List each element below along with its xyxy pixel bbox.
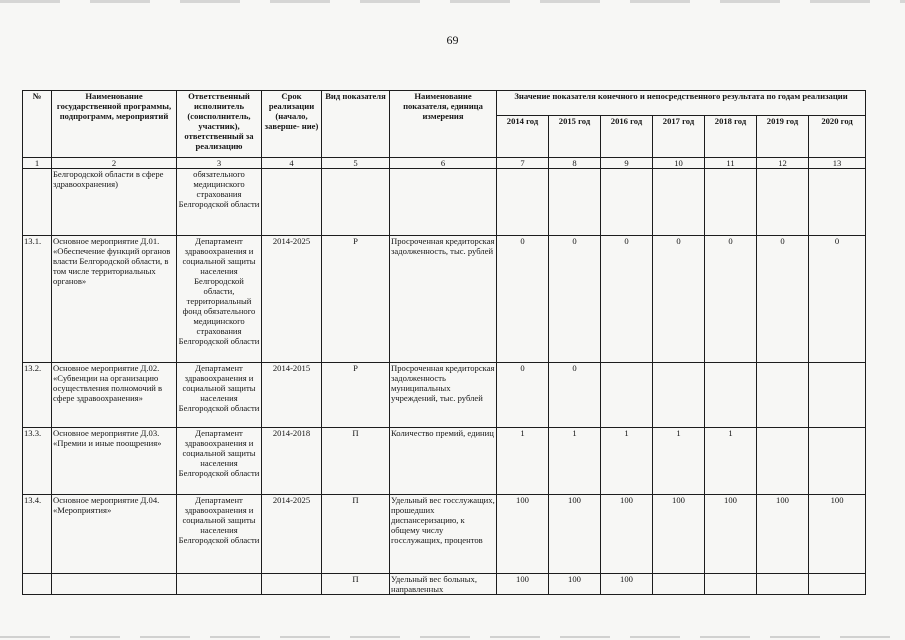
column-number: 3 <box>177 158 262 169</box>
year-value: 100 <box>653 495 705 574</box>
indicator-name: Просроченная кредиторская задолженность муниципальных учреждений, тыс. рублей <box>390 363 497 428</box>
implementation-period: 2014-2018 <box>262 428 322 495</box>
header-year: 2017 год <box>653 116 705 158</box>
column-number: 6 <box>390 158 497 169</box>
column-number: 13 <box>809 158 866 169</box>
year-value <box>757 363 809 428</box>
year-value: 0 <box>653 236 705 363</box>
year-value <box>809 428 866 495</box>
year-value: 0 <box>497 236 549 363</box>
year-value: 1 <box>653 428 705 495</box>
year-value: 100 <box>757 495 809 574</box>
indicator-type: Р <box>322 236 390 363</box>
header-year: 2014 год <box>497 116 549 158</box>
scan-top-edge <box>0 0 905 3</box>
column-number: 1 <box>23 158 52 169</box>
header-year: 2015 год <box>549 116 601 158</box>
column-number: 11 <box>705 158 757 169</box>
header-year: 2020 год <box>809 116 866 158</box>
activity-name: Основное мероприятие Д.04. «Мероприятия» <box>52 495 177 574</box>
year-value: 100 <box>809 495 866 574</box>
activity-name: Основное мероприятие Д.02. «Субвенции на организацию осуществления полномочий в сфере здравоохранения» <box>52 363 177 428</box>
header-indicator-name: Наименование показателя, единица измерения <box>390 91 497 158</box>
row-number <box>23 574 52 595</box>
year-value <box>809 574 866 595</box>
indicator-type: П <box>322 574 390 595</box>
row-number: 13.1. <box>23 236 52 363</box>
header-row-1 <box>23 91 866 116</box>
table-row <box>23 574 866 595</box>
year-value <box>601 363 653 428</box>
indicator-name <box>390 169 497 236</box>
column-number: 7 <box>497 158 549 169</box>
indicator-name: Количество премий, единиц <box>390 428 497 495</box>
table-row <box>23 363 866 428</box>
year-value: 100 <box>601 574 653 595</box>
implementation-period: 2014-2015 <box>262 363 322 428</box>
indicator-name: Удельный вес больных, направленных <box>390 574 497 595</box>
row-number: 13.2. <box>23 363 52 428</box>
year-value: 0 <box>601 236 653 363</box>
responsible-party: Департамент здравоохранения и социальной защиты населения Белгородской области, территориальный фонд обязательного медицинского страхования Белгородской области <box>177 236 262 363</box>
results-table <box>22 90 866 595</box>
activity-name: Основное мероприятие Д.03. «Премии и иные поощрения» <box>52 428 177 495</box>
year-value: 0 <box>705 236 757 363</box>
indicator-type: Р <box>322 363 390 428</box>
year-value <box>549 169 601 236</box>
year-value <box>809 169 866 236</box>
header-num: № <box>23 91 52 158</box>
header-responsible: Ответственный исполнитель (соисполнитель, участник), ответственный за реализацию <box>177 91 262 158</box>
implementation-period <box>262 169 322 236</box>
year-value: 0 <box>809 236 866 363</box>
year-value: 1 <box>705 428 757 495</box>
column-number: 10 <box>653 158 705 169</box>
column-number: 8 <box>549 158 601 169</box>
indicator-type: П <box>322 495 390 574</box>
row-number: 13.3. <box>23 428 52 495</box>
year-value <box>653 169 705 236</box>
year-value: 100 <box>497 495 549 574</box>
activity-name <box>52 574 177 595</box>
header-indicator-type: Вид показателя <box>322 91 390 158</box>
year-value <box>757 574 809 595</box>
activity-name: Белгородской области в сфере здравоохранения) <box>52 169 177 236</box>
year-value: 1 <box>601 428 653 495</box>
implementation-period: 2014-2025 <box>262 495 322 574</box>
table-row <box>23 495 866 574</box>
column-number: 12 <box>757 158 809 169</box>
year-value <box>809 363 866 428</box>
responsible-party: Департамент здравоохранения и социальной защиты населения Белгородской области <box>177 428 262 495</box>
implementation-period <box>262 574 322 595</box>
year-value: 100 <box>549 495 601 574</box>
year-value <box>757 169 809 236</box>
year-value <box>705 363 757 428</box>
year-value: 100 <box>705 495 757 574</box>
year-value: 0 <box>549 236 601 363</box>
table-row <box>23 169 866 236</box>
table-row <box>23 236 866 363</box>
indicator-name: Просроченная кредиторская задолженность, тыс. рублей <box>390 236 497 363</box>
implementation-period: 2014-2025 <box>262 236 322 363</box>
page-number: 69 <box>446 33 459 47</box>
year-value: 100 <box>549 574 601 595</box>
table-row <box>23 428 866 495</box>
year-value <box>601 169 653 236</box>
column-number: 9 <box>601 158 653 169</box>
responsible-party <box>177 574 262 595</box>
year-value: 0 <box>549 363 601 428</box>
year-value: 1 <box>549 428 601 495</box>
year-value: 100 <box>601 495 653 574</box>
column-number: 2 <box>52 158 177 169</box>
table-body <box>23 169 866 595</box>
year-value <box>757 428 809 495</box>
header-values-group: Значение показателя конечного и непосредственного результата по годам реализации <box>497 91 866 116</box>
header-year: 2018 год <box>705 116 757 158</box>
indicator-type: П <box>322 428 390 495</box>
year-value <box>653 363 705 428</box>
year-value: 0 <box>757 236 809 363</box>
header-period: Срок реализации (начало, заверше- ние) <box>262 91 322 158</box>
year-value <box>705 574 757 595</box>
header-name: Наименование государственной программы, подпрограмм, мероприятий <box>52 91 177 158</box>
header-year: 2016 год <box>601 116 653 158</box>
activity-name: Основное мероприятие Д.01. «Обеспечение функций органов власти Белгородской области, в том числе территориальных органов» <box>52 236 177 363</box>
scan-bottom-edge <box>0 636 905 638</box>
year-value: 1 <box>497 428 549 495</box>
header-year: 2019 год <box>757 116 809 158</box>
responsible-party: Департамент здравоохранения и социальной защиты населения Белгородской области <box>177 495 262 574</box>
year-value: 0 <box>497 363 549 428</box>
responsible-party: обязательного медицинского страхования Белгородской области <box>177 169 262 236</box>
row-number: 13.4. <box>23 495 52 574</box>
column-number-row <box>23 158 866 169</box>
column-number: 4 <box>262 158 322 169</box>
indicator-name: Удельный вес госслужащих, прошедших диспансеризацию, к общему числу госслужащих, процентов <box>390 495 497 574</box>
year-value: 100 <box>497 574 549 595</box>
indicator-type <box>322 169 390 236</box>
year-value <box>705 169 757 236</box>
year-value <box>653 574 705 595</box>
column-number: 5 <box>322 158 390 169</box>
year-value <box>497 169 549 236</box>
row-number <box>23 169 52 236</box>
responsible-party: Департамент здравоохранения и социальной защиты населения Белгородской области <box>177 363 262 428</box>
